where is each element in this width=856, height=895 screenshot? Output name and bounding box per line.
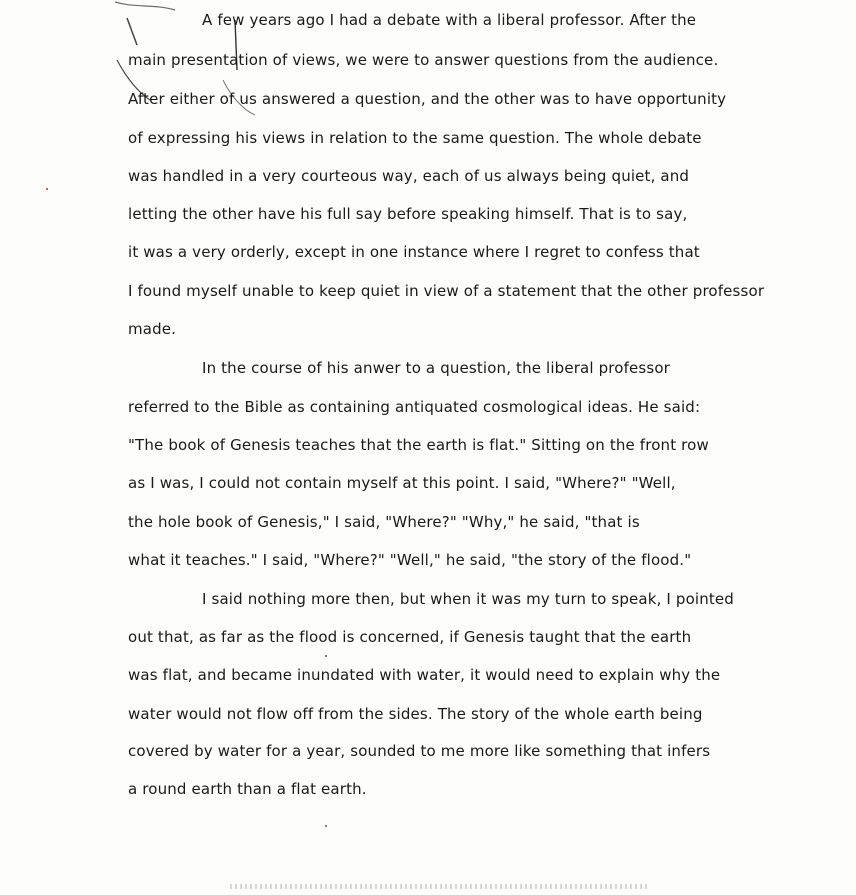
text-line: referred to the Bible as containing antiquated cosmological ideas. He said: xyxy=(128,398,701,416)
text-line: of expressing his views in relation to the same question. The whole debate xyxy=(128,129,702,147)
text-line: as I was, I could not contain myself at this point. I said, "Where?" "Well, xyxy=(128,474,676,492)
text-line: out that, as far as the flood is concerned, if Genesis taught that the earth xyxy=(128,628,692,646)
text-line: After either of us answered a question, and the other was to have opportunity xyxy=(128,90,727,108)
scan-edge-artifact xyxy=(230,884,650,889)
text-line: "The book of Genesis teaches that the earth is flat." Sitting on the front row xyxy=(128,436,709,454)
scan-speck xyxy=(325,655,327,657)
text-line: made. xyxy=(128,320,177,338)
text-line: the hole book of Genesis," I said, "Where?" "Why," he said, "that is xyxy=(128,513,640,531)
text-line: what it teaches." I said, "Where?" "Well," he said, "the story of the flood." xyxy=(128,551,692,569)
scan-speck xyxy=(46,188,48,190)
text-line: it was a very orderly, except in one instance where I regret to confess that xyxy=(128,243,700,261)
text-line: was flat, and became inundated with water, it would need to explain why the xyxy=(128,666,721,684)
text-line: In the course of his anwer to a question, the liberal professor xyxy=(202,359,670,377)
text-line: I said nothing more then, but when it was my turn to speak, I pointed xyxy=(202,590,734,608)
text-line: covered by water for a year, sounded to me more like something that infers xyxy=(128,742,711,760)
text-line: A few years ago I had a debate with a liberal professor. After the xyxy=(202,11,697,29)
text-line: main presentation of views, we were to answer questions from the audience. xyxy=(128,51,719,69)
text-line: letting the other have his full say before speaking himself. That is to say, xyxy=(128,205,688,223)
scan-speck xyxy=(325,825,327,827)
text-line: I found myself unable to keep quiet in view of a statement that the other professor xyxy=(128,282,765,300)
text-line: water would not flow off from the sides. The story of the whole earth being xyxy=(128,705,703,723)
text-line: a round earth than a flat earth. xyxy=(128,780,367,798)
text-line: was handled in a very courteous way, each of us always being quiet, and xyxy=(128,167,690,185)
